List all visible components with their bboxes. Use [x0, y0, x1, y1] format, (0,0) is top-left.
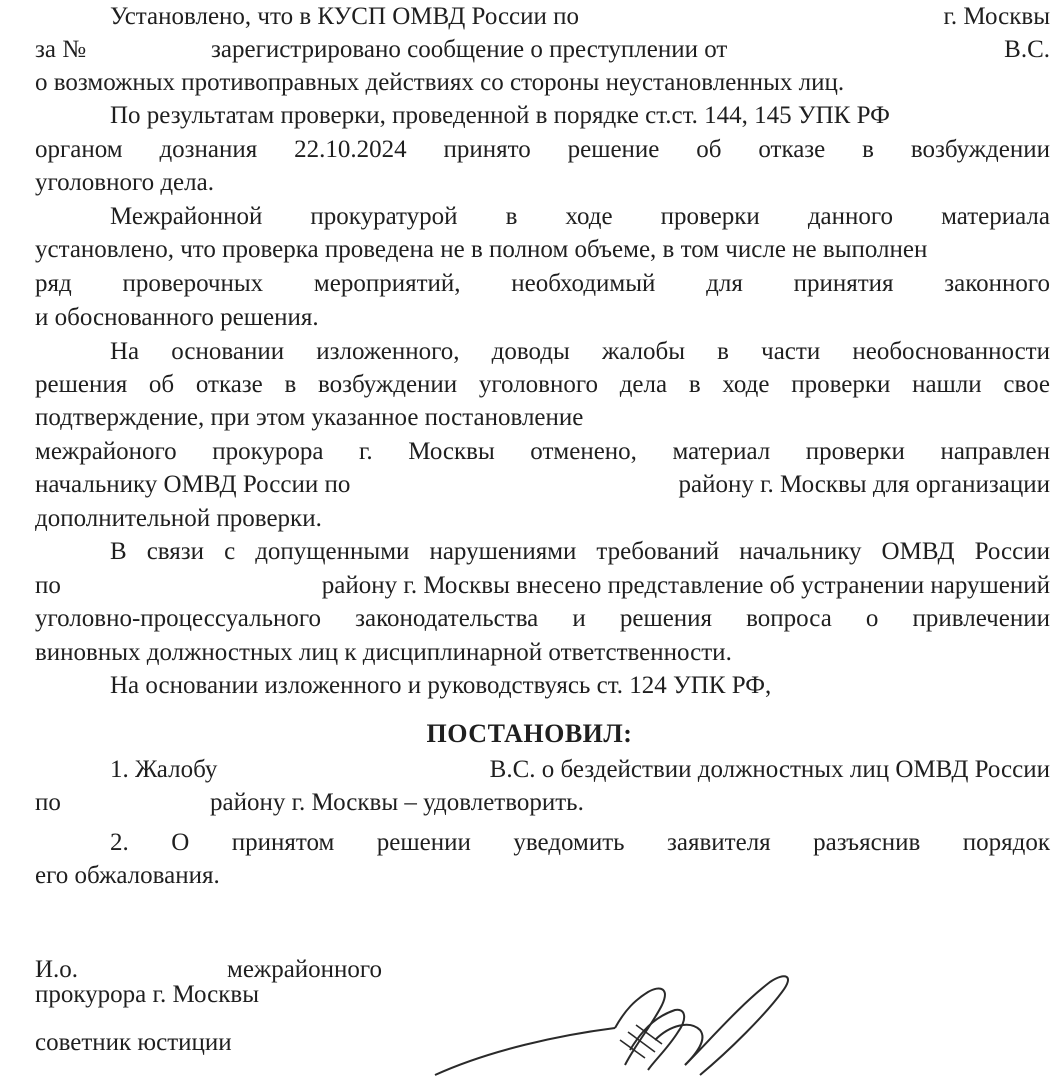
p3-line-2: установлено, что проверка проведена не в полном объеме, в том числе не выполнен	[35, 236, 928, 263]
item-1-line-2: по району г. Москвы – удовлетворить.	[35, 789, 584, 816]
p1-line-2: за № зарегистрировано сообщение о преступлении от В.С.	[35, 36, 1050, 63]
p5-line-4: виновных должностных лиц к дисциплинарной ответственности.	[35, 639, 732, 666]
p1-line-1: Установлено, что в КУСП ОМВД России по г. Москвы	[110, 3, 1050, 30]
p2-line-3: уголовного дела.	[35, 169, 214, 196]
p6-line-1: На основании изложенного и руководствуясь ст. 124 УПК РФ,	[110, 672, 772, 699]
p2-line-2: органом дознания 22.10.2024 принято решение об отказе в возбуждении	[35, 136, 1050, 163]
item-1-line-1: 1. Жалобу В.С. о бездействии должностных лиц ОМВД России	[110, 756, 1050, 783]
p2-line-1: По результатам проверки, проведенной в порядке ст.ст. 144, 145 УПК РФ	[110, 102, 890, 129]
p3-line-4: и обоснованного решения.	[35, 304, 319, 331]
p4-line-4: межрайоного прокурора г. Москвы отменено, материал проверки направлен	[35, 438, 1050, 465]
signature-rank: советник юстиции	[35, 1029, 232, 1056]
p5-line-3: уголовно-процессуального законодательства и решения вопроса о привлечении	[35, 605, 1050, 632]
item-2-line-2: его обжалования.	[35, 862, 220, 889]
p4-line-5: начальнику ОМВД России по району г. Москвы для организации	[35, 471, 1050, 498]
p3-line-3: ряд проверочных мероприятий, необходимый для принятия законного	[35, 270, 1050, 297]
p4-line-3: подтверждение, при этом указанное постановление	[35, 404, 584, 431]
p3-line-1: Межрайонной прокуратурой в ходе проверки данного материала	[110, 203, 1050, 230]
signature-title-line-1: И.о. межрайонного	[35, 956, 383, 983]
resolution-heading: ПОСТАНОВИЛ:	[426, 719, 633, 748]
p1-line-3: о возможных противоправных действиях со стороны неустановленных лиц.	[35, 69, 845, 96]
p5-line-2: по району г. Москвы внесено представление об устранении нарушений	[35, 572, 1050, 599]
item-2-line-1: 2. О принятом решении уведомить заявителя разъяснив порядок	[110, 829, 1050, 856]
p4-line-6: дополнительной проверки.	[35, 505, 322, 532]
handwritten-signature	[430, 970, 830, 1077]
p5-line-1: В связи с допущенными нарушениями требований начальнику ОМВД России	[110, 538, 1050, 565]
p4-line-1: На основании изложенного, доводы жалобы в части необоснованности	[110, 338, 1050, 365]
p4-line-2: решения об отказе в возбуждении уголовного дела в ходе проверки нашли свое	[35, 371, 1050, 398]
signature-title-line-2: прокурора г. Москвы	[35, 981, 260, 1008]
